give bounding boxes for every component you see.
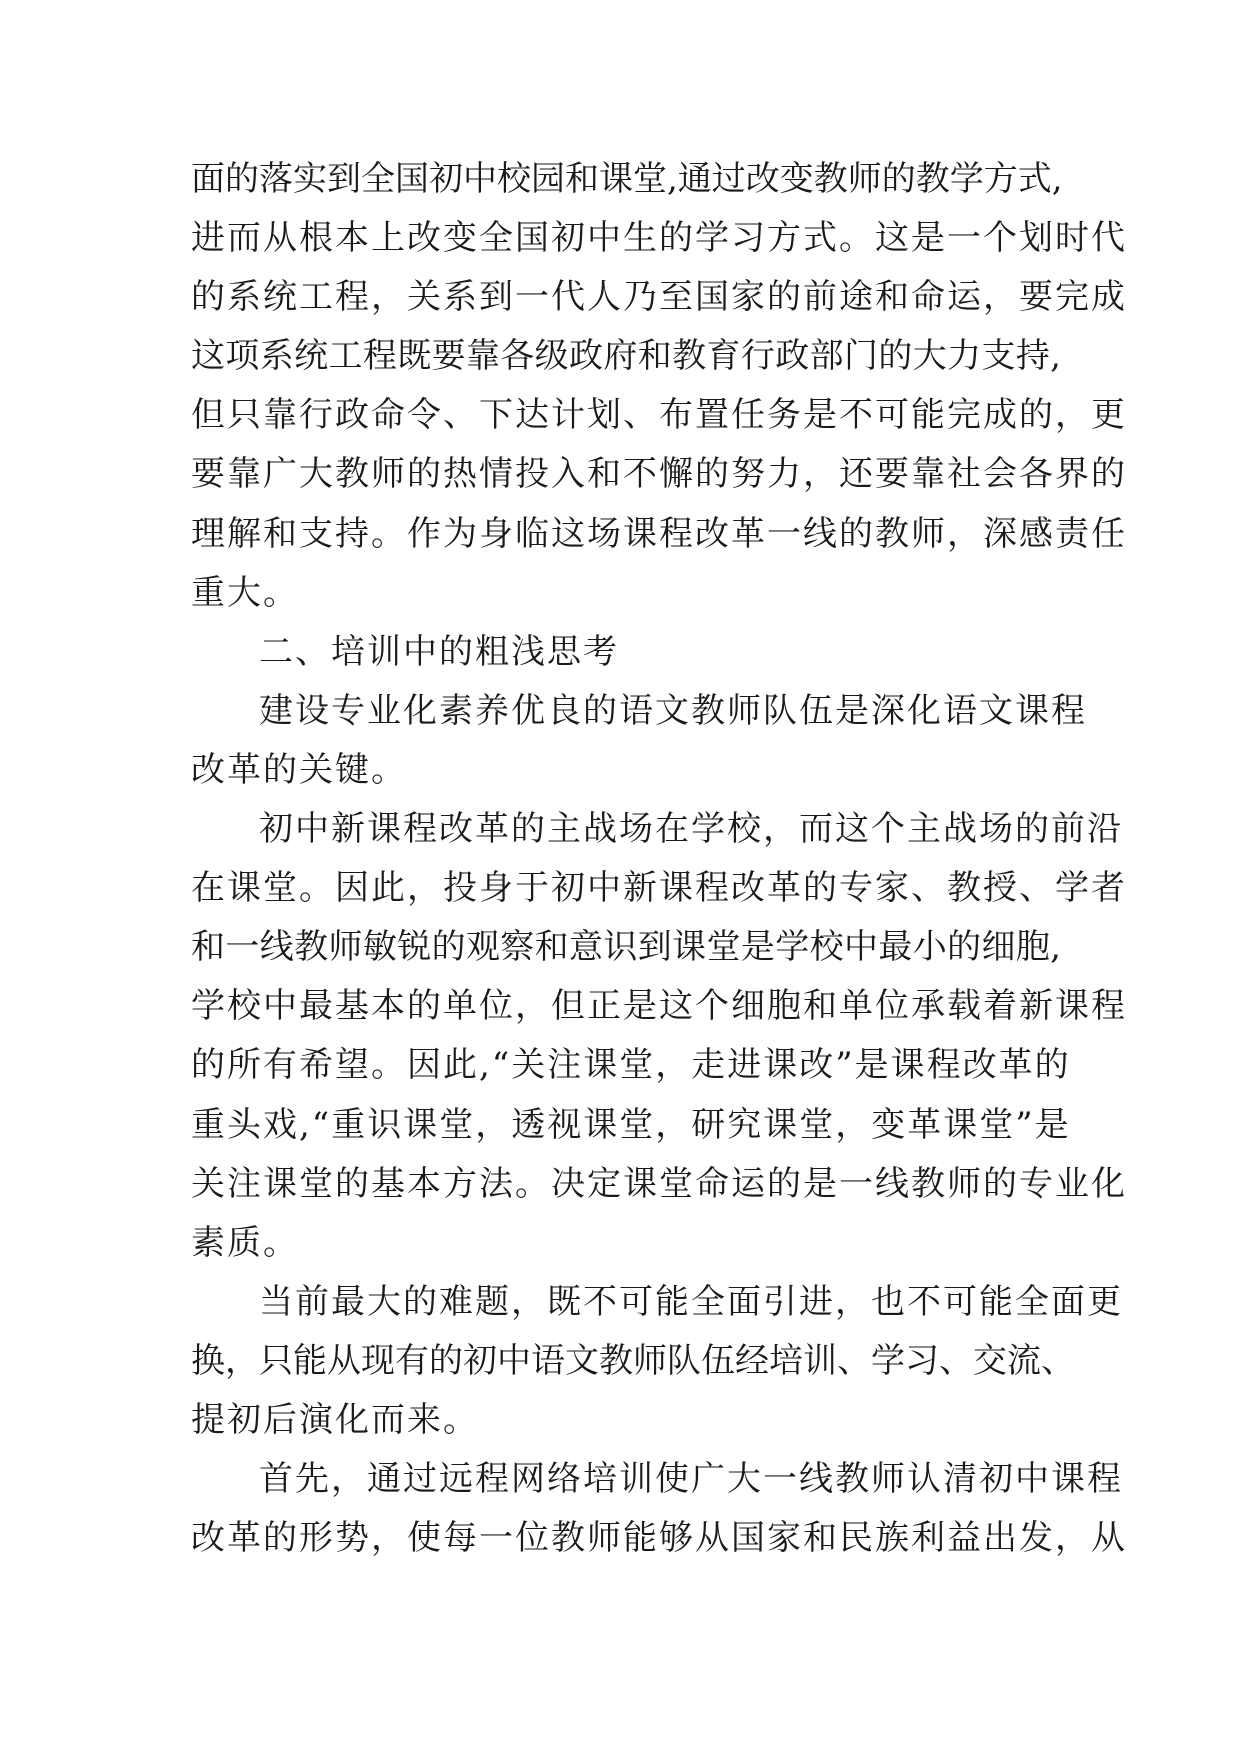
text-line: 在课堂。因此，投身于初中新课程改革的专家、教授、学者 bbox=[191, 868, 1127, 909]
text-line: 要靠广大教师的热情投入和不懈的努力，还要靠社会各界的 bbox=[191, 454, 1127, 495]
text-line: 重头戏,“重识课堂，透视课堂，研究课堂，变革课堂”是 bbox=[191, 1104, 1071, 1145]
text-line: 提初后演化而来。 bbox=[191, 1399, 479, 1440]
text-line: 改革的关键。 bbox=[191, 749, 407, 790]
text-line: 的所有希望。因此,“关注课堂，走进课改”是课程改革的 bbox=[191, 1045, 1071, 1086]
paragraph bbox=[191, 1450, 1127, 1568]
text-line: 关注课堂的基本方法。决定课堂命运的是一线教师的专业化 bbox=[191, 1163, 1127, 1204]
text-line: 的系统工程，关系到一代人乃至国家的前途和命运，要完成 bbox=[191, 277, 1127, 318]
paragraph bbox=[191, 1273, 1123, 1450]
text-line: 首先，通过远程网络培训使广大一线教师认清初中课程 bbox=[259, 1459, 1123, 1500]
body-text bbox=[191, 150, 1127, 1568]
text-line: 换，只能从现有的初中语文教师队伍经培训、学习、交流、 bbox=[191, 1340, 1075, 1381]
paragraph bbox=[191, 150, 1127, 623]
section-heading-text: 二、培训中的粗浅思考 bbox=[259, 631, 619, 672]
paragraph bbox=[191, 800, 1127, 1273]
text-line: 进而从根本上改变全国初中生的学习方式。这是一个划时代 bbox=[191, 218, 1127, 259]
section-heading bbox=[191, 623, 1061, 682]
text-line: 重大。 bbox=[191, 572, 299, 613]
text-line: 这项系统工程既要靠各级政府和教育行政部门的大力支持, bbox=[191, 336, 1061, 377]
text-line: 素质。 bbox=[191, 1222, 299, 1263]
text-line: 和一线教师敏锐的观察和意识到课堂是学校中最小的细胞, bbox=[191, 927, 1061, 968]
text-line: 但只靠行政命令、下达计划、布置任务是不可能完成的，更 bbox=[191, 395, 1127, 436]
text-line: 当前最大的难题，既不可能全面引进，也不可能全面更 bbox=[259, 1281, 1123, 1322]
text-line: 学校中最基本的单位，但正是这个细胞和单位承载着新课程 bbox=[191, 986, 1127, 1027]
paragraph bbox=[191, 682, 1087, 800]
text-line: 初中新课程改革的主战场在学校，而这个主战场的前沿 bbox=[259, 809, 1123, 850]
text-line: 理解和支持。作为身临这场课程改革一线的教师，深感责任 bbox=[191, 513, 1127, 554]
text-line: 建设专业化素养优良的语文教师队伍是深化语文课程 bbox=[259, 690, 1087, 731]
text-line: 改革的形势，使每一位教师能够从国家和民族利益出发，从 bbox=[191, 1518, 1127, 1559]
text-line: 面的落实到全国初中校园和课堂,通过改变教师的教学方式, bbox=[191, 159, 1063, 199]
